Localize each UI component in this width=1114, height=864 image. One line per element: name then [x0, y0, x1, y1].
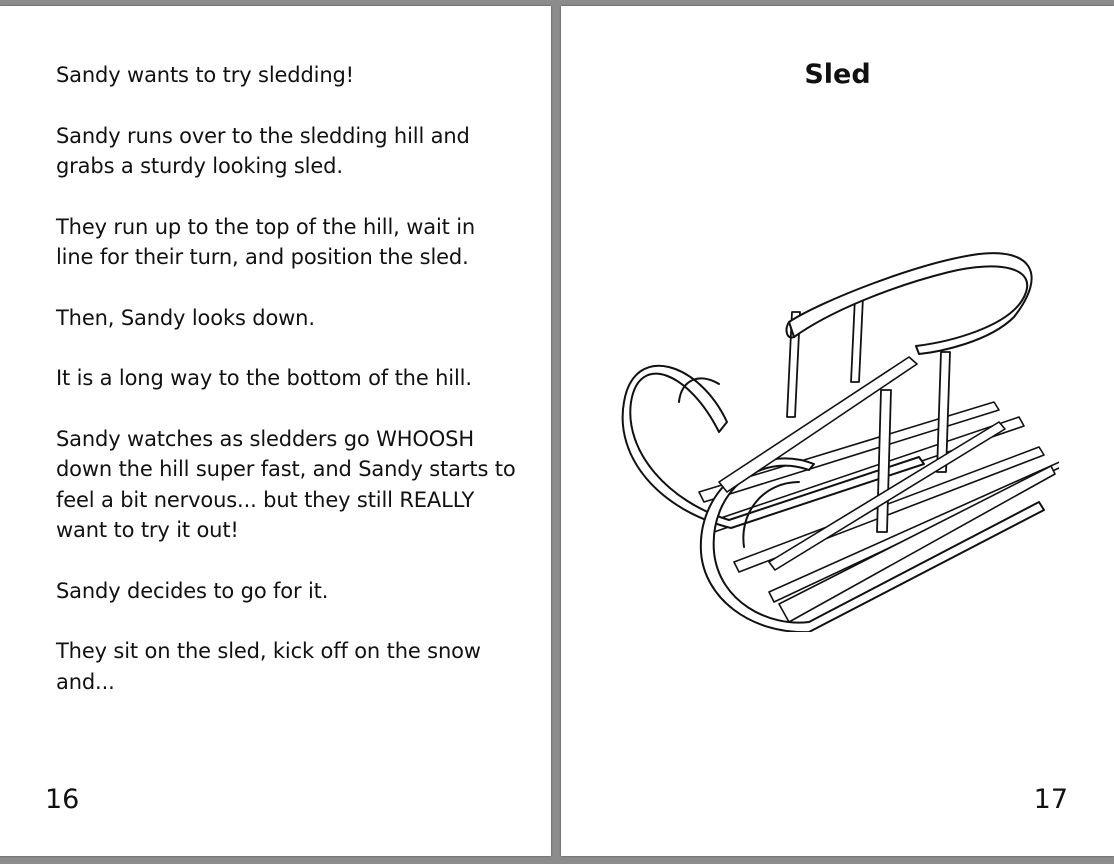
page-number: 16 — [45, 784, 80, 815]
sled-illustration — [619, 242, 1059, 632]
story-paragraph: Then, Sandy looks down. — [56, 305, 315, 330]
story-paragraph: Sandy wants to try sledding! — [56, 63, 354, 87]
page-number: 17 — [1033, 784, 1068, 815]
page-17 — [561, 6, 1114, 856]
story-paragraph: It is a long way to the bottom of the hill. — [56, 366, 472, 390]
story-paragraph: They sit on the sled, kick off on the snow and... — [56, 639, 481, 694]
story-paragraph: Sandy decides to go for it. — [56, 578, 329, 603]
story-text — [56, 60, 516, 727]
story-paragraph: Sandy runs over to the sledding hill and grabs a sturdy looking sled. — [56, 123, 470, 178]
story-paragraph: They run up to the top of the hill, wait in line for their turn, and position the sled. — [56, 214, 476, 269]
page-16 — [0, 6, 551, 856]
sled-handle — [789, 253, 1032, 354]
page-title: Sled — [804, 59, 871, 90]
story-paragraph: Sandy watches as sledders go WHOOSH down the hill super fast, and Sandy starts to feel a bit nervous... but they still REALLY want to try it out! — [56, 426, 516, 542]
